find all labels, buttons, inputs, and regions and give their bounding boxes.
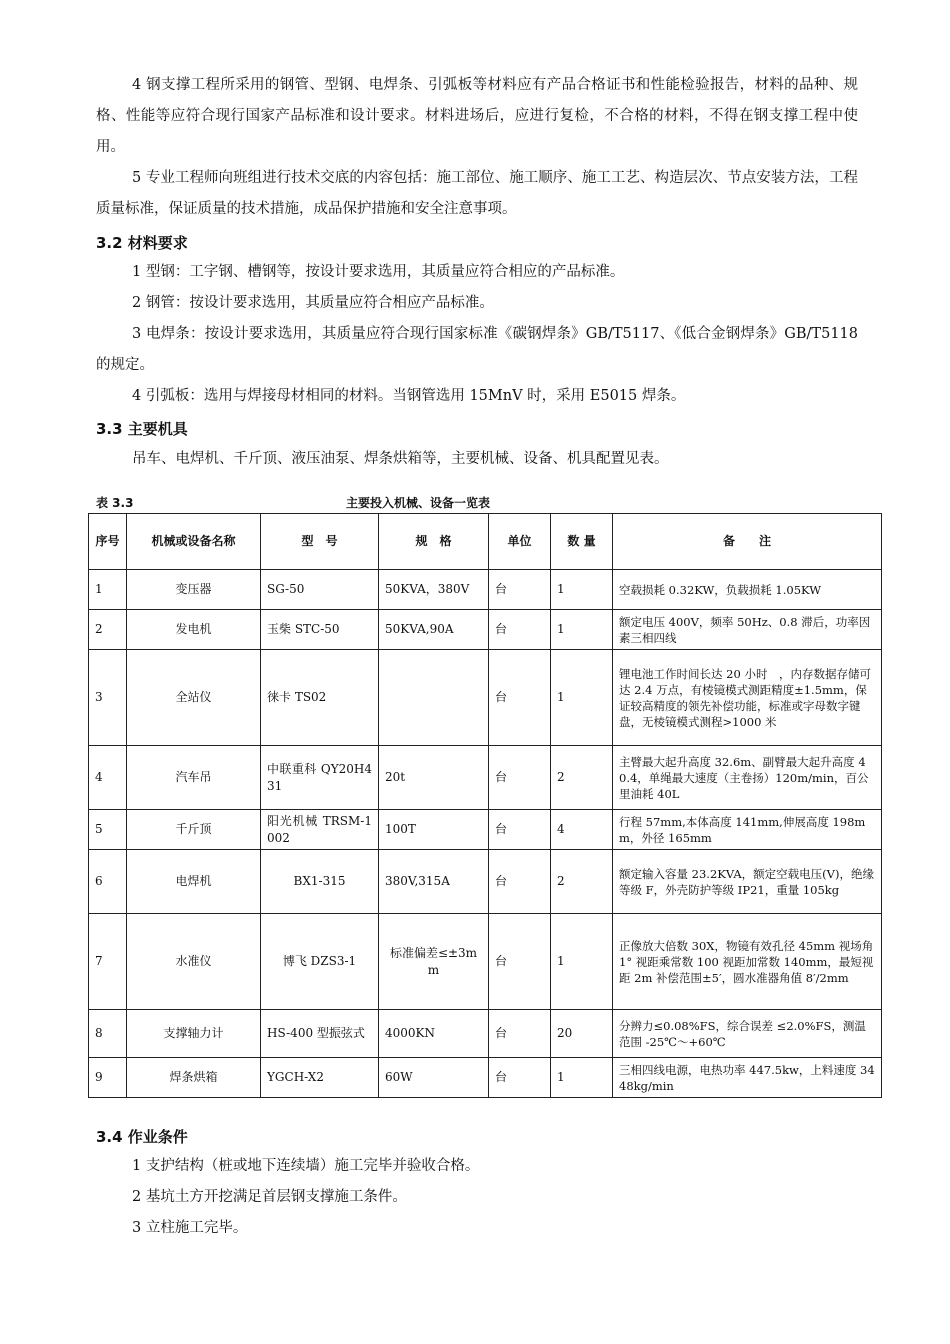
cell-note: 三相四线电源，电热功率 447.5kw，上料速度 3448kg/min <box>613 1058 882 1098</box>
cell-no: 2 <box>89 610 127 650</box>
cell-unit: 台 <box>489 850 551 914</box>
cell-name: 汽车吊 <box>127 746 261 810</box>
table-row <box>89 1010 882 1058</box>
cell-no: 1 <box>89 570 127 610</box>
cell-no: 4 <box>89 746 127 810</box>
material-item-steel-pipe: 2 钢管：按设计要求选用，其质量应符合相应产品标准。 <box>132 295 494 311</box>
paragraph-technical-briefing: 5 专业工程师向班组进行技术交底的内容包括：施工部位、施工顺序、施工工艺、构造层次、节点安装方法，工程质量标准，保证质量的技术措施，成品保护措施和安全注意事项。 <box>96 170 858 217</box>
cell-no: 3 <box>89 650 127 746</box>
table-row <box>89 650 882 746</box>
cell-unit: 台 <box>489 1010 551 1058</box>
material-item-section-steel: 1 型钢：工字钢、槽钢等，按设计要求选用，其质量应符合相应的产品标准。 <box>132 264 625 280</box>
table-row <box>89 570 882 610</box>
section-title-machinery: 3.3 主要机具 <box>96 420 188 438</box>
cell-name: 千斤顶 <box>127 810 261 850</box>
cell-model: SG-50 <box>261 570 379 610</box>
header-qty: 数 量 <box>551 514 613 570</box>
table-row <box>89 810 882 850</box>
cell-qty: 1 <box>551 914 613 1010</box>
cell-no: 9 <box>89 1058 127 1098</box>
table-caption: 主要投入机械、设备一览表 <box>346 496 491 510</box>
cell-name: 焊条烘箱 <box>127 1058 261 1098</box>
material-item-electrode: 3 电焊条：按设计要求选用，其质量应符合现行国家标准《碳钢焊条》GB/T5117、《低合金钢焊条》GB/T5118 的规定。 <box>96 326 858 373</box>
cell-model: 中联重科 QY20H431 <box>261 746 379 810</box>
cell-model: 徕卡 TS02 <box>261 650 379 746</box>
condition-item-retaining: 1 支护结构（桩或地下连续墙）施工完毕并验收合格。 <box>132 1158 480 1174</box>
cell-note: 空载损耗 0.32KW，负载损耗 1.05KW <box>613 570 882 610</box>
cell-unit: 台 <box>489 610 551 650</box>
cell-note: 正像放大倍数 30X，物镜有效孔径 45mm 视场角 1° 视距乘常数 100 视距加常数 140mm，最短视距 2m 补偿范围±5′，圆水准器角值 8′/2mm <box>613 914 882 1010</box>
cell-note: 分辨力≤0.08%FS，综合误差 ≤2.0%FS，测温范围 -25℃～+60℃ <box>613 1010 882 1058</box>
cell-note: 行程 57mm,本体高度 141mm,伸展高度 198mm，外径 165mm <box>613 810 882 850</box>
table-row <box>89 1058 882 1098</box>
machinery-intro: 吊车、电焊机、千斤顶、液压油泵、焊条烘箱等，主要机械、设备、机具配置见表。 <box>132 451 669 467</box>
cell-name: 发电机 <box>127 610 261 650</box>
cell-no: 8 <box>89 1010 127 1058</box>
condition-item-columns: 3 立柱施工完毕。 <box>132 1220 248 1236</box>
cell-no: 5 <box>89 810 127 850</box>
cell-qty: 1 <box>551 610 613 650</box>
cell-spec: 50KVA，380V <box>379 570 489 610</box>
cell-spec: 60W <box>379 1058 489 1098</box>
cell-unit: 台 <box>489 650 551 746</box>
cell-qty: 4 <box>551 810 613 850</box>
cell-unit: 台 <box>489 914 551 1010</box>
cell-no: 6 <box>89 850 127 914</box>
cell-model: 阳光机械 TRSM-1002 <box>261 810 379 850</box>
cell-model: 玉柴 STC-50 <box>261 610 379 650</box>
section-title-work-conditions: 3.4 作业条件 <box>96 1128 188 1146</box>
equipment-table <box>88 513 882 1098</box>
table-row <box>89 914 882 1010</box>
condition-item-excavation: 2 基坑土方开挖满足首层钢支撑施工条件。 <box>132 1189 407 1205</box>
cell-spec: 100T <box>379 810 489 850</box>
cell-qty: 1 <box>551 570 613 610</box>
table-header-row <box>89 514 882 570</box>
cell-unit: 台 <box>489 570 551 610</box>
cell-unit: 台 <box>489 746 551 810</box>
table-label: 表 3.3 <box>96 496 134 510</box>
cell-spec <box>379 650 489 746</box>
cell-no: 7 <box>89 914 127 1010</box>
cell-name: 变压器 <box>127 570 261 610</box>
cell-spec: 20t <box>379 746 489 810</box>
header-model: 型 号 <box>261 514 379 570</box>
cell-spec: 标准偏差≤±3mm <box>379 914 489 1010</box>
cell-name: 水准仪 <box>127 914 261 1010</box>
cell-qty: 1 <box>551 1058 613 1098</box>
cell-note: 额定电压 400V，频率 50Hz、0.8 滞后，功率因素三相四线 <box>613 610 882 650</box>
cell-model: YGCH-X2 <box>261 1058 379 1098</box>
cell-spec: 380V,315A <box>379 850 489 914</box>
cell-model: HS-400 型振弦式 <box>261 1010 379 1058</box>
header-name: 机械或设备名称 <box>127 514 261 570</box>
cell-model: BX1-315 <box>261 850 379 914</box>
cell-spec: 4000KN <box>379 1010 489 1058</box>
cell-note: 锂电池工作时间长达 20 小时 ，内存数据存储可达 2.4 万点，有棱镜模式测距精度±1.5mm，保证较高精度的领先补偿功能，标准或字母数字键盘，无棱镜模式测程>1000 米 <box>613 650 882 746</box>
cell-spec: 50KVA,90A <box>379 610 489 650</box>
cell-unit: 台 <box>489 810 551 850</box>
cell-qty: 1 <box>551 650 613 746</box>
material-item-arc-plate: 4 引弧板：选用与焊接母材相同的材料。当钢管选用 15MnV 时，采用 E5015 焊条。 <box>132 388 686 404</box>
cell-model: 博飞 DZS3-1 <box>261 914 379 1010</box>
cell-qty: 20 <box>551 1010 613 1058</box>
table-row <box>89 746 882 810</box>
header-no: 序号 <box>89 514 127 570</box>
cell-name: 支撑轴力计 <box>127 1010 261 1058</box>
section-title-materials: 3.2 材料要求 <box>96 234 188 252</box>
cell-note: 主臂最大起升高度 32.6m、副臂最大起升高度 40.4，单绳最大速度（主卷扬）120m/min，百公里油耗 40L <box>613 746 882 810</box>
cell-name: 电焊机 <box>127 850 261 914</box>
cell-name: 全站仪 <box>127 650 261 746</box>
cell-qty: 2 <box>551 746 613 810</box>
header-note: 备 注 <box>613 514 882 570</box>
table-row <box>89 850 882 914</box>
header-spec: 规 格 <box>379 514 489 570</box>
cell-unit: 台 <box>489 1058 551 1098</box>
cell-note: 额定输入容量 23.2KVA，额定空载电压(V)，绝缘等级 F，外壳防护等级 IP21，重量 105kg <box>613 850 882 914</box>
header-unit: 单位 <box>489 514 551 570</box>
table-row <box>89 610 882 650</box>
cell-qty: 2 <box>551 850 613 914</box>
paragraph-steel-materials: 4 钢支撑工程所采用的钢管、型钢、电焊条、引弧板等材料应有产品合格证书和性能检验报告，材料的品种、规格、性能等应符合现行国家产品标准和设计要求。材料进场后，应进行复检，不合格的材料，不得在钢支撑工程中使用。 <box>96 77 858 155</box>
